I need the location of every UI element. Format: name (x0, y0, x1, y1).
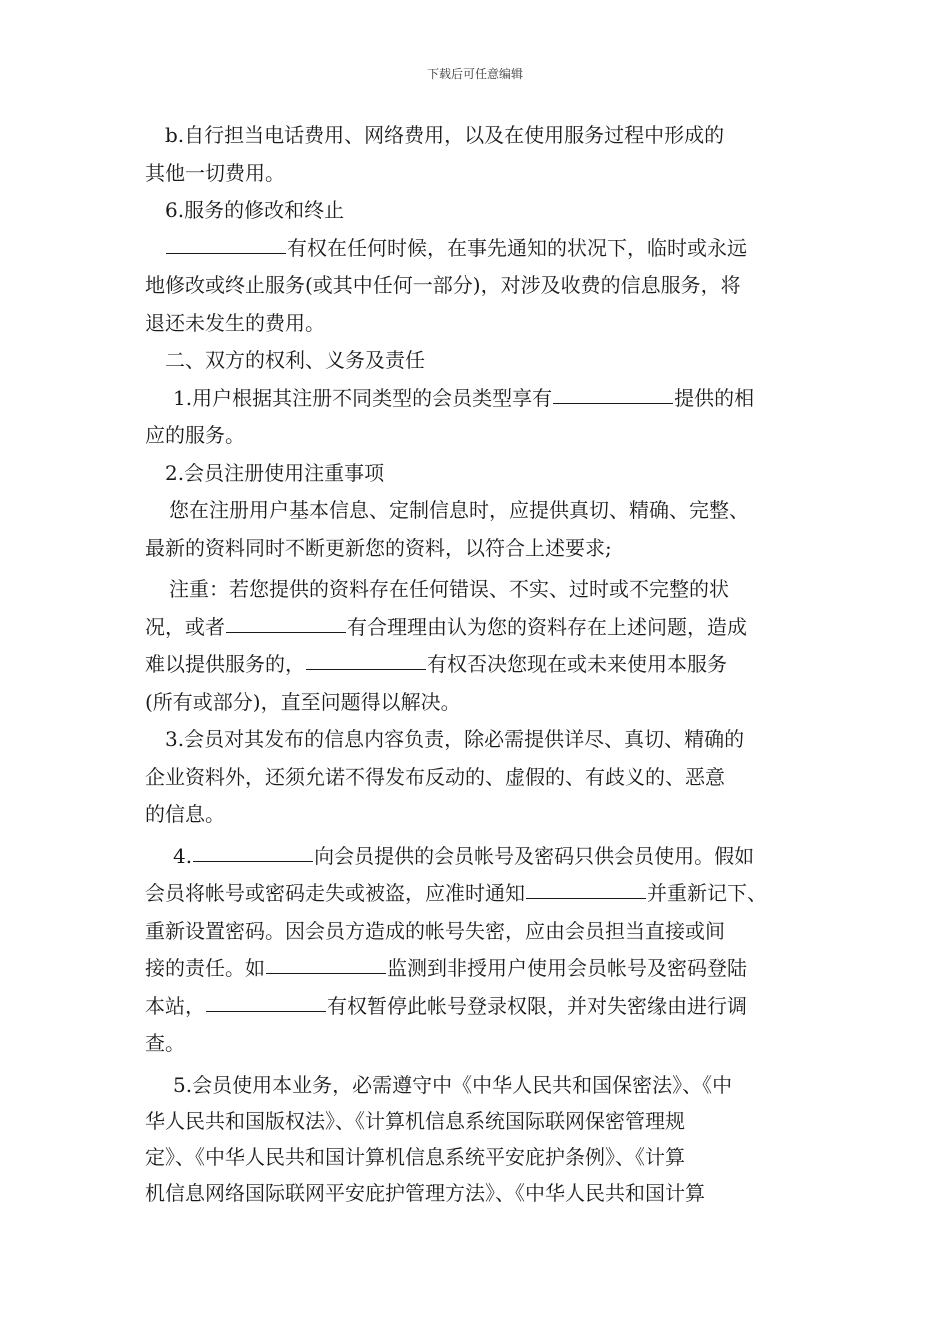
text-line: 华人民共和国版权法》、《计算机信息系统国际联网保密管理规 (145, 1108, 685, 1133)
section-heading: 二、双方的权利、义务及责任 (165, 348, 425, 372)
text-line: 其他一切费用。 (145, 160, 285, 185)
text-line: 注重：若您提供的资料存在任何错误、不实、过时或不完整的状 (169, 577, 729, 601)
text-line: b.自行担当电话费用、网络费用，以及在使用服务过程中形成的 (165, 123, 725, 147)
text-line: 机信息网络国际联网平安庇护管理方法》、《中华人民共和国计算 (145, 1180, 705, 1205)
blank-line (306, 668, 426, 670)
text-line: 有权在任何时候，在事先通知的状况下，临时或永远 (145, 230, 835, 268)
text-line: 企业资料外，还须允诺不得发布反动的、虚假的、有歧义的、恶意 (145, 764, 725, 789)
blank-line (226, 631, 346, 633)
text-line: 1.用户根据其注册不同类型的会员类型享有 提供的相 (173, 385, 755, 410)
text-line: 定》、《中华人民共和国计算机信息系统平安庇护条例》、《计算 (145, 1144, 685, 1169)
blank-line (206, 1010, 326, 1012)
section-heading: 6.服务的修改和终止 (165, 198, 345, 222)
text-line: 重新设置密码。因会员方造成的帐号失密，应由会员担当直接或间 (145, 918, 725, 943)
text-line: 查。 (145, 1031, 185, 1055)
text-line: 您在注册用户基本信息、定制信息时，应提供真切、精确、完整、 (169, 498, 749, 522)
text-line: 3.会员对其发布的信息内容负责，除必需提供详尽、真切、精确的 (165, 727, 745, 751)
text-line: 的信息。 (145, 802, 225, 826)
text-line: (所有或部分)，直至问题得以解决。 (145, 689, 461, 714)
page-header: 下载后可任意编辑 (426, 67, 523, 81)
blank-line (166, 252, 286, 254)
document-body (145, 117, 835, 1211)
text-line: 5.会员使用本业务，必需遵守中《中华人民共和国保密法》、《中 (173, 1072, 733, 1097)
text-line: 难以提供服务的， 有权否决您现在或未来使用本服务 (145, 652, 727, 676)
section-heading: 2.会员注册使用注重事项 (165, 460, 385, 485)
text-line: 况，或者 有合理理由认为您的资料存在上述问题，造成 (145, 614, 747, 639)
blank-line (266, 972, 386, 974)
text-line: 本站， 有权暂停此帐号登录权限，并对失密缘由进行调 (145, 993, 747, 1018)
text-line: 会员将帐号或密码走失或被盗，应准时通知 并重新记下、 (145, 881, 767, 905)
blank-line (193, 860, 313, 862)
text-line: 地修改或终止服务(或其中任何一部分)，对涉及收费的信息服务，将 (145, 273, 741, 297)
text-line: 接的责任。如 监测到非授用户使用会员帐号及密码登陆 (145, 956, 747, 980)
text-line: 退还未发生的费用。 (145, 310, 325, 335)
text-line: 4. 向会员提供的会员帐号及密码只供会员使用。假如 (173, 843, 755, 868)
text-line: 应的服务。 (145, 423, 245, 447)
text-line: 最新的资料同时不断更新您的资料，以符合上述要求; (145, 535, 612, 560)
blank-line (526, 897, 646, 899)
blank-line (553, 402, 673, 404)
